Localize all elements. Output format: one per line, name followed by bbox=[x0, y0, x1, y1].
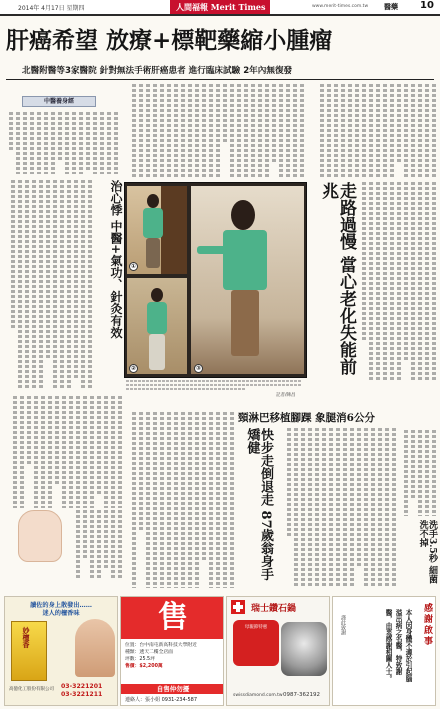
headline-divider bbox=[6, 79, 434, 80]
lower-left-text bbox=[128, 412, 234, 588]
property-sale-ad[interactable] bbox=[120, 596, 224, 706]
sale-size: 坪數：25.5坪 bbox=[125, 657, 155, 662]
left-article-title: 治心悸 中醫+氣功、針灸有效 bbox=[109, 180, 123, 339]
left-article-text-mid bbox=[8, 180, 92, 390]
left-article-text-top bbox=[8, 112, 118, 174]
incense-ad-headline: 讀佐的身上散發出…… bbox=[30, 602, 92, 609]
cookware-product-image bbox=[281, 622, 327, 676]
advertisement-strip bbox=[4, 596, 436, 706]
hand-acupoint-illustration bbox=[18, 510, 62, 562]
thank-you-notice bbox=[332, 596, 436, 706]
newspaper-url: www.merit-times.com.tw bbox=[312, 4, 369, 9]
incense-product-name: 妙檀香 bbox=[22, 627, 30, 648]
feature-title: 走路過慢 當心老化失能前兆 bbox=[318, 182, 356, 375]
photo-credit: 記者/陳昌 bbox=[276, 393, 296, 398]
photo-number-2: ② bbox=[130, 365, 137, 372]
photo-number-1: ① bbox=[130, 263, 137, 270]
section-name: 醫藥 bbox=[384, 3, 398, 11]
left-sidebar-text bbox=[66, 510, 122, 580]
sale-details bbox=[125, 642, 221, 670]
column-tag: 中醫養身經 bbox=[22, 96, 96, 107]
page-headline: 肝癌希望 放療+標靶藥縮小腫瘤 bbox=[6, 27, 333, 54]
left-article-text-low bbox=[8, 396, 122, 508]
photo-two bbox=[127, 278, 187, 374]
incense-phone-2: 03-3221211 bbox=[61, 691, 103, 698]
side-story-title: 洗手3.5秒 細菌洗不掉 bbox=[417, 520, 437, 584]
right-article-text-top bbox=[312, 84, 436, 178]
sale-type: 種類：透天二樓全店面 bbox=[125, 650, 173, 655]
sale-location: 位置：台中南屯新高科技大學附近 bbox=[125, 643, 197, 648]
side-story-text bbox=[400, 430, 436, 516]
newspaper-logo: 人間福報 Merit Times bbox=[170, 0, 270, 14]
incense-phone-numbers bbox=[61, 683, 117, 699]
incense-ad[interactable] bbox=[4, 596, 118, 706]
sale-banner: 售 bbox=[121, 597, 224, 639]
lower-right-text bbox=[278, 428, 396, 588]
issue-date: 2014年 4月17日 星期四 bbox=[18, 5, 85, 12]
lower-story-title: 快步走倒退走 87歲翁身手矯健 bbox=[244, 428, 273, 581]
incense-company: 高億化工股份有限公司 bbox=[9, 687, 54, 692]
incense-ad-subheadline: 迷人的檀香味 bbox=[42, 610, 80, 617]
sale-price: 售價：$2,200萬 bbox=[125, 664, 163, 669]
sale-contact: 連絡人：張小姐 0931-234-587 bbox=[125, 697, 198, 703]
sale-footer: 自售仲勿擾 bbox=[121, 684, 224, 694]
cookware-ad[interactable] bbox=[226, 596, 330, 706]
page-number: 10 bbox=[420, 0, 434, 11]
cookware-promo-badge: 母親節特惠 bbox=[233, 620, 279, 666]
model-image bbox=[75, 619, 115, 677]
lower-story-headline: 頸淋巴移植腳踝 象腿消6公分 bbox=[238, 412, 375, 424]
thank-you-body: 本人因身體不適於引起腦溢出病之名醫，特致謝醫，由衷感謝相關人士。 bbox=[384, 609, 412, 682]
thank-you-signature: 謹此致謝 bbox=[340, 615, 346, 635]
cookware-phone: 0987-362192 bbox=[283, 692, 320, 698]
thank-you-title: 感謝啟事 bbox=[422, 603, 432, 647]
cookware-brand: 瑞士鑽石鍋 bbox=[251, 604, 297, 614]
cookware-website: swissdiamond.com.tw bbox=[233, 693, 283, 698]
right-article-text-mid bbox=[356, 182, 436, 382]
page-subheadline: 北醫附醫等3家醫院 針對無法手術肝癌患者 進行臨床試驗 2年內無復發 bbox=[22, 66, 293, 76]
masthead-bar bbox=[0, 0, 440, 16]
photo-three bbox=[191, 186, 304, 374]
swiss-cross-icon bbox=[231, 600, 245, 614]
incense-phone-1: 03-3221201 bbox=[61, 683, 103, 690]
photo-number-3: ③ bbox=[195, 365, 202, 372]
photo-one bbox=[127, 186, 187, 274]
center-article-text-top bbox=[126, 84, 304, 178]
